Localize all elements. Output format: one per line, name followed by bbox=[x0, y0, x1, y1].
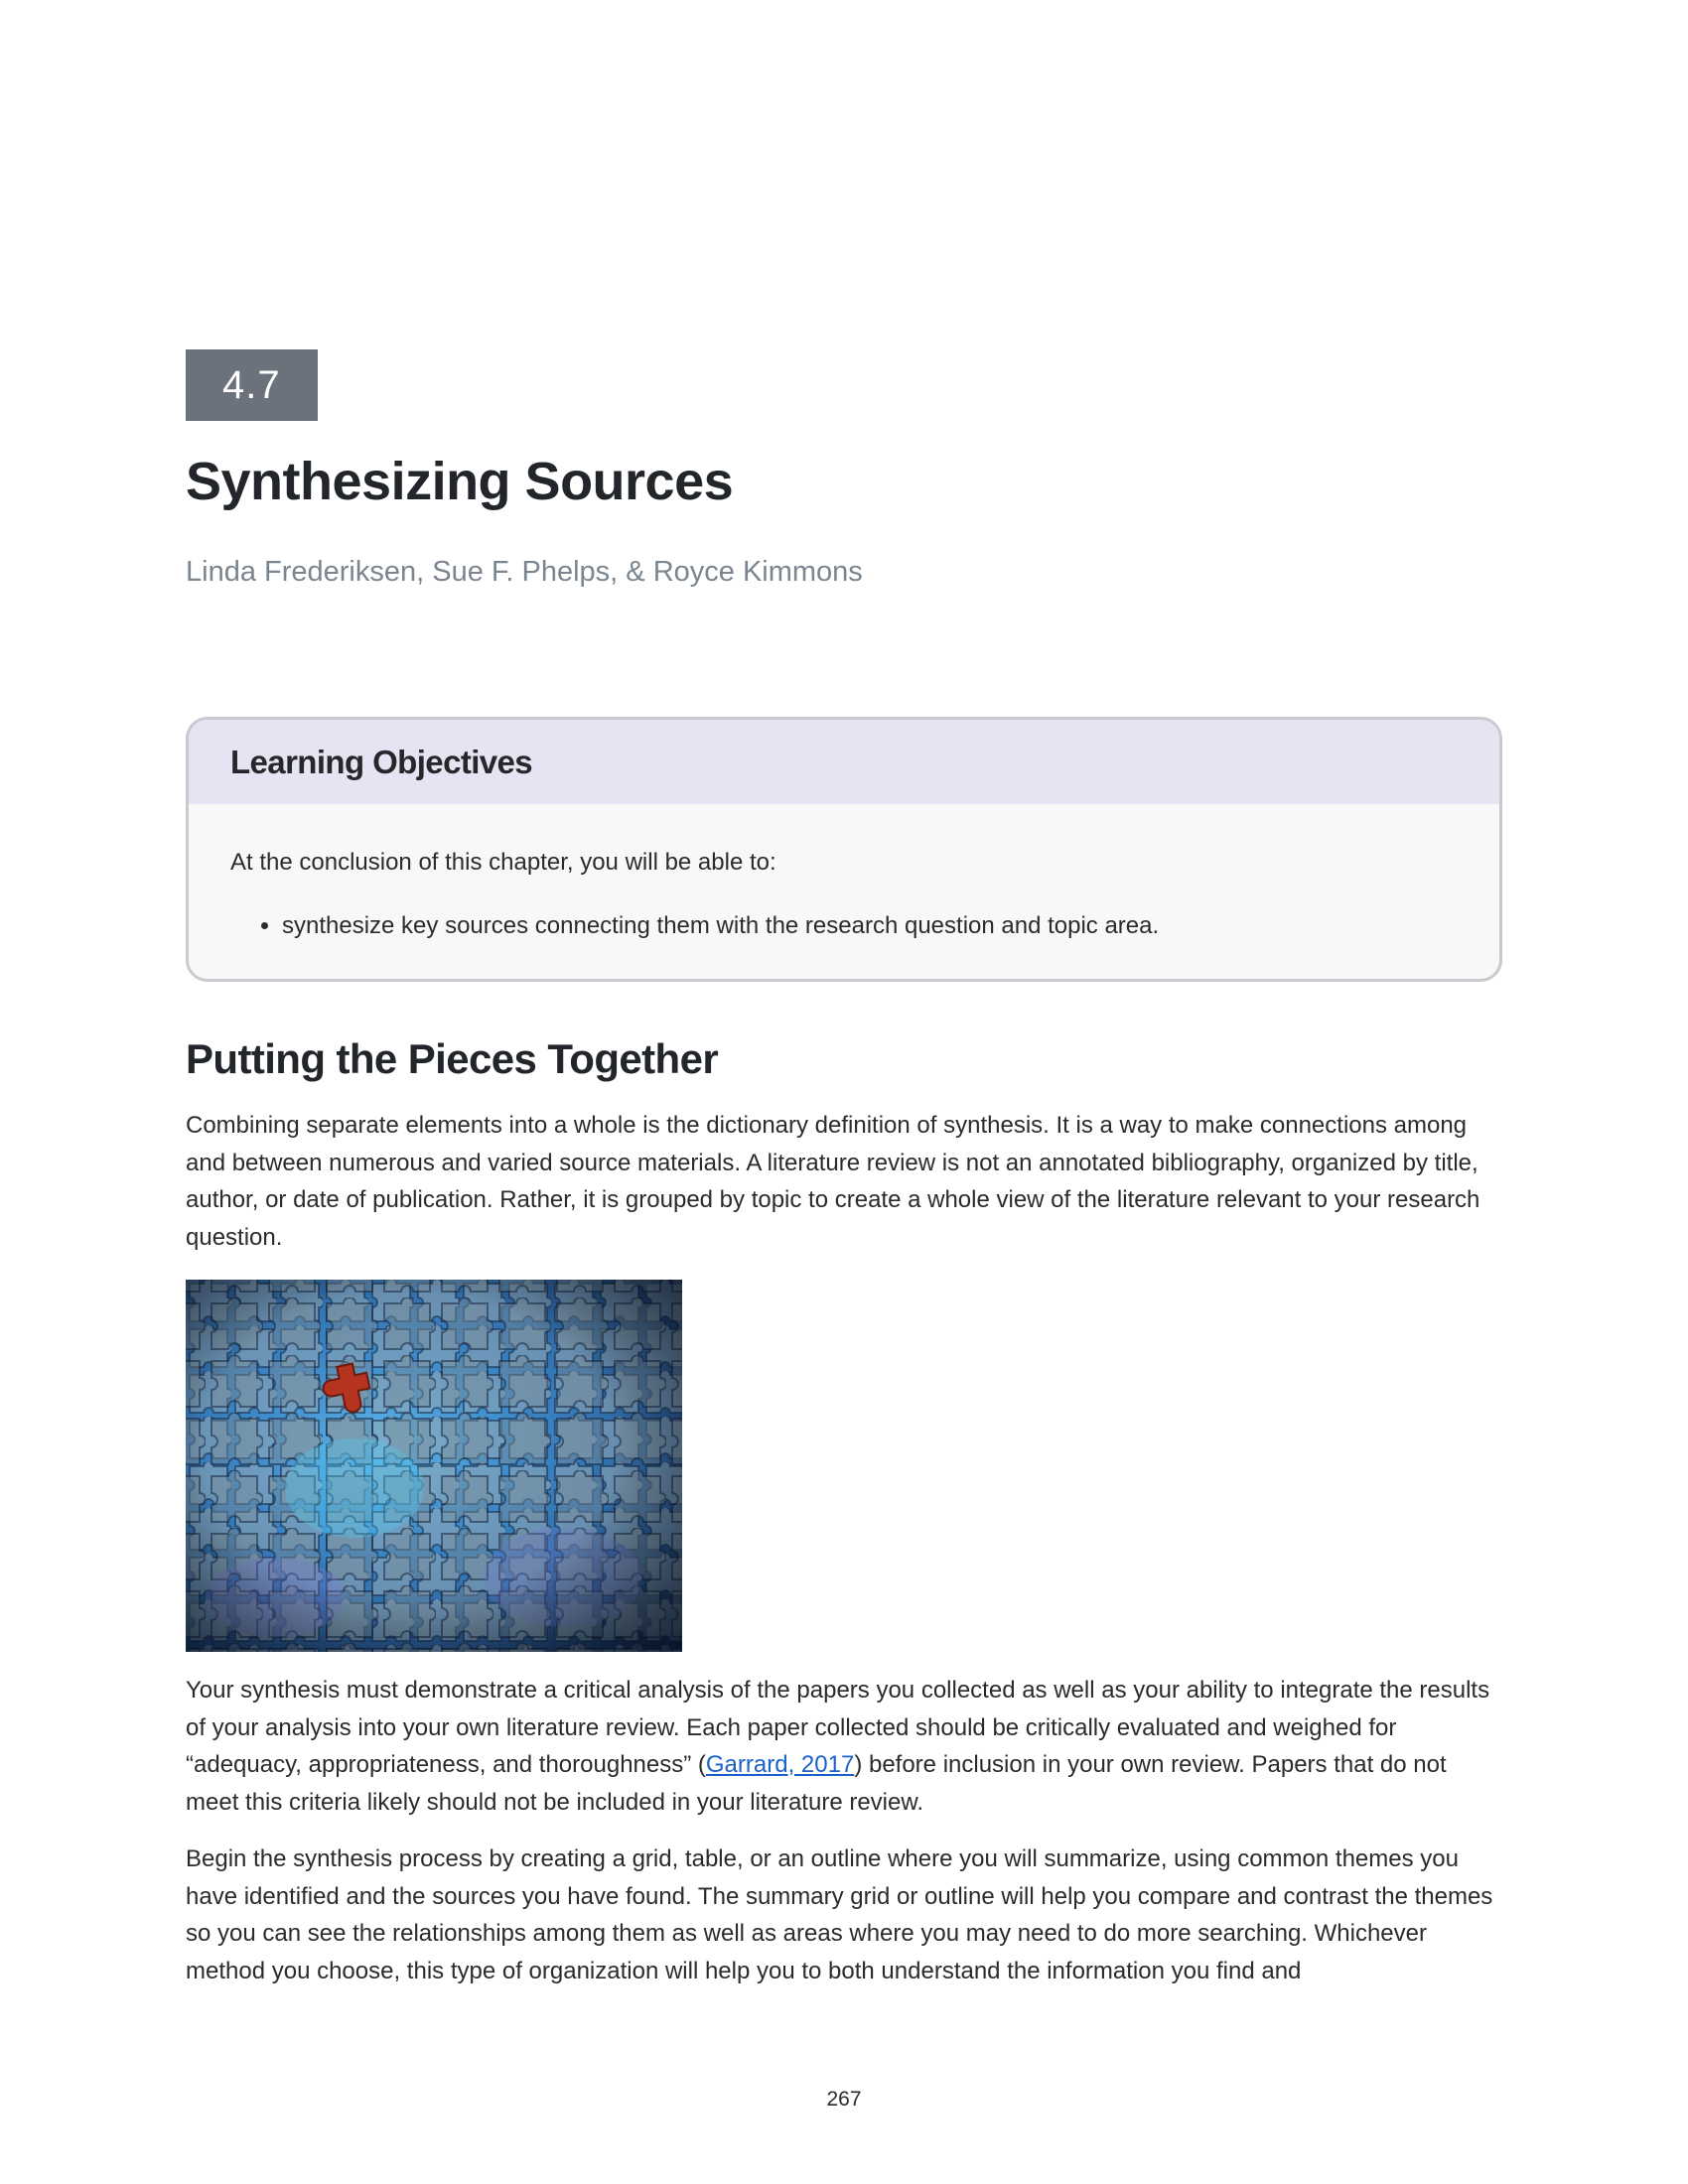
citation-link-garrard[interactable]: Garrard, 2017 bbox=[705, 1751, 855, 1778]
paragraph-critical-analysis: Your synthesis must demonstrate a critical analysis of the papers you collected as well as your ability to integrate the results of your analysis into your own literature review. Each paper collected should be critically evaluated and weighed for “adequacy, appropriateness, and thoroughness” (Garrard, 2017) before inclusion in your own review. Papers that do not meet this criteria likely should not be included in your literature review. bbox=[186, 1677, 1490, 1816]
section-heading: Putting the Pieces Together bbox=[186, 1035, 719, 1082]
learning-objectives-heading: Learning Objectives bbox=[189, 720, 1499, 804]
puzzle-pieces-image bbox=[186, 1280, 682, 1652]
learning-objective-item: • synthesize key sources connecting them with the research question and topic area. bbox=[282, 909, 1458, 943]
chapter-number-badge: 4.7 bbox=[186, 349, 318, 421]
paragraph-synthesis-definition: Combining separate elements into a whole is the dictionary definition of synthesis. It is a way to make connections among and between numerous and varied source materials. A literature review is not an annotated bibliography, organized by title, author, or date of publication. Rather, it is grouped by topic to create a whole view of the literature relevant to your research question. bbox=[186, 1112, 1480, 1251]
learning-objectives-list bbox=[230, 909, 1458, 943]
learning-objectives-intro: At the conclusion of this chapter, you will be able to: bbox=[230, 849, 776, 876]
puzzle-pieces-illustration bbox=[186, 1280, 682, 1652]
chapter-title: Synthesizing Sources bbox=[186, 452, 734, 511]
paragraph-synthesis-process: Begin the synthesis process by creating a grid, table, or an outline where you will summarize, using common themes you have identified and the sources you have found. The summary grid or outline will help you compare and contrast the themes so you can see the relationships among them as well as areas where you may need to do more searching. Whichever method you choose, this type of organization will help you to both understand the information you find and bbox=[186, 1845, 1493, 1984]
learning-objectives-body bbox=[189, 804, 1499, 979]
page-content bbox=[186, 349, 1502, 1989]
learning-objectives-box bbox=[186, 717, 1502, 982]
chapter-authors: Linda Frederiksen, Sue F. Phelps, & Royce Kimmons bbox=[186, 556, 863, 588]
page-number: 267 bbox=[826, 2088, 862, 2111]
